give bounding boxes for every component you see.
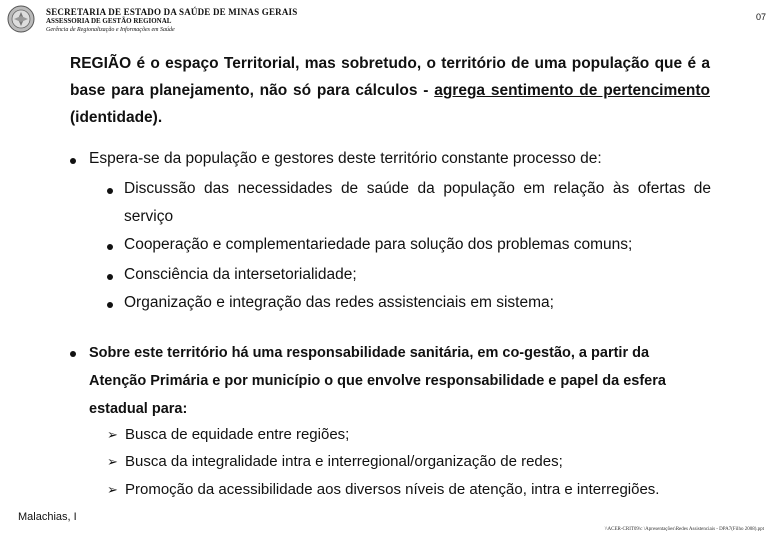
author-credit: Malachias, I	[18, 511, 77, 523]
org-management: Gerência de Regionalização e Informações em Saúde	[46, 27, 175, 33]
arrow-bullet-icon: ➢	[107, 454, 118, 469]
sub-bullet-text: Consciência da intersetorialidade;	[124, 266, 357, 283]
sub-bullet-item	[107, 180, 711, 230]
arrow-item-text: Promoção da acessibilidade aos diversos níveis de atenção, intra e interregiões.	[125, 481, 660, 498]
arrow-bullet-icon: ➢	[107, 427, 118, 442]
intro-underlined: agrega sentimento de pertencimento	[434, 82, 710, 99]
intro-text-1: REGIÃO é o espaço Territorial, mas sobretudo, o território de uma população que é a base para planejamento, não só para cálculos -	[70, 55, 710, 99]
arrow-list-item	[107, 481, 659, 498]
sub-bullet-text: Discussão das necessidades de saúde da população em relação às ofertas de serviço	[124, 180, 711, 225]
arrow-bullet-icon: ➢	[107, 482, 118, 497]
bullet-icon	[70, 351, 76, 357]
org-department: ASSESSORIA DE GESTÃO REGIONAL	[46, 17, 172, 25]
arrow-list-item	[107, 453, 563, 470]
state-seal-icon	[6, 4, 36, 34]
bullet-icon	[107, 188, 113, 194]
intro-paragraph	[70, 50, 710, 131]
org-name: SECRETARIA DE ESTADO DA SAÚDE DE MINAS GERAIS	[46, 7, 298, 17]
arrow-list-item	[107, 426, 349, 443]
sub-bullet-text: Organização e integração das redes assistenciais em sistema;	[124, 294, 554, 311]
bullet-icon	[70, 158, 76, 164]
file-path: \\ACER-CRIT09\c \Apresentações\Redes Assistenciais - DPA7(Filho 2008).ppt	[604, 527, 764, 532]
page-number: 07	[755, 12, 766, 22]
bullet-icon	[107, 244, 113, 250]
arrow-item-text: Busca de equidade entre regiões;	[125, 426, 350, 443]
org-block	[46, 7, 297, 34]
bullet-icon	[107, 274, 113, 280]
header	[6, 4, 776, 38]
bullet-icon	[107, 302, 113, 308]
bullet-text: Espera-se da população e gestores deste território constante processo de:	[89, 150, 602, 167]
intro-text-2: (identidade).	[70, 109, 163, 126]
arrow-item-text: Busca da integralidade intra e interregional/organização de redes;	[125, 453, 563, 470]
sub-bullet-text: Cooperação e complementariedade para solução dos problemas comuns;	[124, 236, 633, 253]
bullet-text-bold: Sobre este território há uma responsabilidade sanitária, em co-gestão, a partir da Atenção Primária e por município o que envolve responsabilidade e papel da esfera estadual para:	[89, 345, 666, 417]
